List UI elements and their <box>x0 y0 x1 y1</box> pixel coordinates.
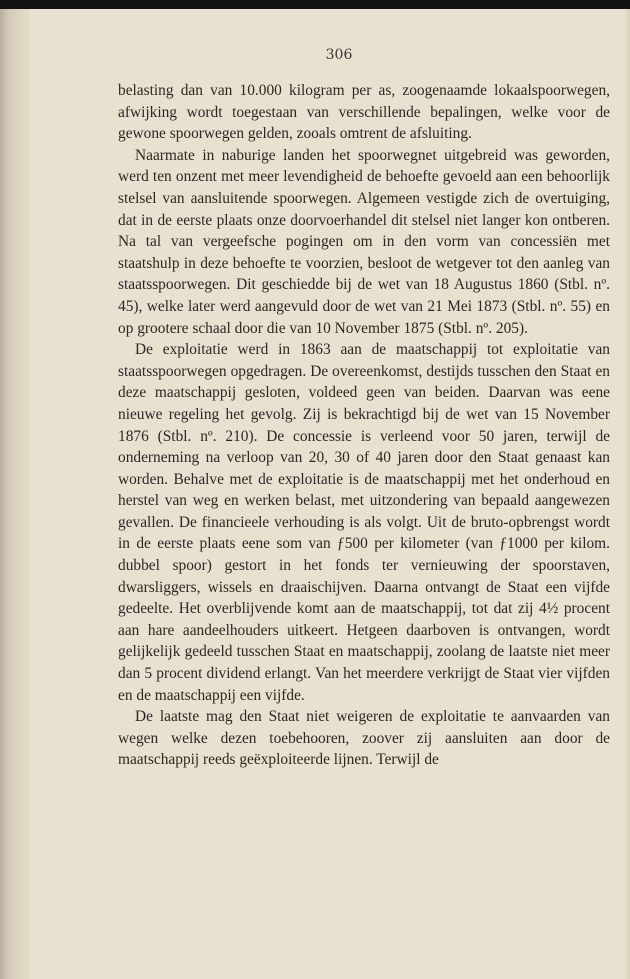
paragraph: De laatste mag den Staat niet weigeren de exploitatie te aanvaarden van wegen welke dezen toebehooren, zoover zij aansluiten aan door de maatschappij reeds geëxploiteerde lijnen. Terwijl de <box>118 708 610 769</box>
scan-top-edge <box>0 0 630 9</box>
paragraph: De exploitatie werd in 1863 aan de maatschappij tot exploitatie van staatsspoorwegen opgedragen. De overeenkomst, destijds tusschen den Staat en deze maatschappij gesloten, voldeed geen van beiden. Daarvan was eene nieuwe regeling het gevolg. Zij is bekrachtigd bij de wet van 15 November 1876 (Stbl. nº. 210). De concessie is verleend voor 50 jaren, terwijl de onderneming na verloop van 20, 30 of 40 jaren door den Staat genaast kan worden. Behalve met de exploitatie is de maatschappij met het onderhoud en herstel van weg en werken belast, met uitzondering van bepaald aangewezen gevallen. De financieele verhouding is als volgt. Uit de bruto-opbrengst wordt in de eerste plaats eene som van ƒ500 per kilometer (van ƒ1000 per kilom. dubbel spoor) gestort in het fonds ter vernieuwing der spoorstaven, dwarsliggers, wissels en draaischijven. Daarna ontvangt de Staat een vijfde gedeelte. Het overblijvende komt aan de maatschappij, tot dat zij 4½ procent aan hare aandeelhouders uitkeert. Hetgeen daarboven is ontvangen, wordt gelijkelijk gedeeld tusschen Staat en maatschappij, zoolang de laatste niet meer dan 5 procent dividend erlangt. Van het meerdere verkrijgt de Staat vier vijfden en de maatschappij een vijfde. <box>118 341 610 704</box>
book-gutter <box>0 9 30 979</box>
body-text <box>118 80 610 771</box>
page-right-edge <box>624 9 630 979</box>
paragraph: Naarmate in naburige landen het spoorwegnet uitgebreid was geworden, werd ten onzent met meer levendigheid de behoefte gevoeld aan een behoorlijk stelsel van aansluitende spoorwegen. Algemeen vestigde zich de overtuiging, dat in de eerste plaats onze doorvoerhandel dit stelsel niet langer kon ontberen. Na tal van vergeefsche pogingen om in den vorm van concessiën met staatshulp in deze behoefte te voorzien, besloot de wetgever tot den aanleg van staatsspoorwegen. Dit geschiedde bij de wet van 18 Augustus 1860 (Stbl. nº. 45), welke later werd aangevuld door de wet van 21 Mei 1873 (Stbl. nº. 55) en op grootere schaal door die van 10 November 1875 (Stbl. nº. 205). <box>118 146 610 337</box>
page-number: 306 <box>325 47 353 63</box>
paragraph: belasting dan van 10.000 kilogram per as, zoogenaamde lokaalspoorwegen, afwijking wordt toegestaan van verschillende bepalingen, welke voor de gewone spoorwegen gelden, zooals omtrent de afsluiting. <box>118 82 610 143</box>
